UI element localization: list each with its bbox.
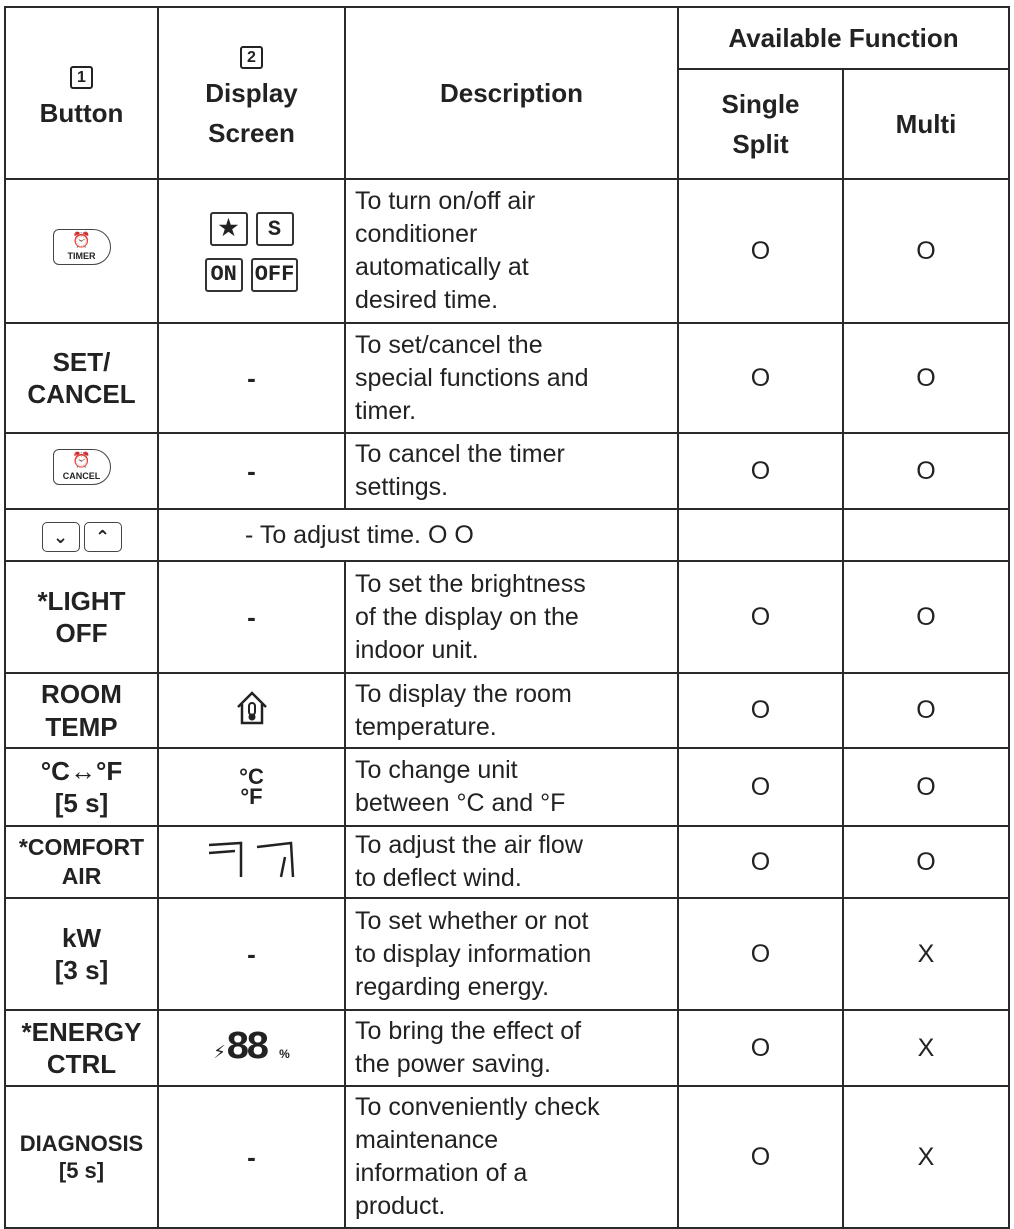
- button-line: °C↔°F: [40, 755, 123, 786]
- description-cell: [345, 561, 678, 673]
- desc-line: indoor unit.: [355, 635, 479, 664]
- alarm-clock-icon: ⏰: [72, 232, 91, 250]
- display-header: [158, 7, 345, 179]
- button-cell: [5, 1086, 158, 1228]
- multi-cell: X: [843, 898, 1009, 1010]
- button-line: CANCEL: [27, 379, 136, 409]
- chevron-up-icon: ⌃: [84, 522, 122, 552]
- button-cell: [5, 826, 158, 898]
- display-cell: [158, 826, 345, 898]
- table-row: [5, 673, 1009, 748]
- desc-line: To turn on/off air: [355, 187, 536, 215]
- button-line: *ENERGY: [21, 1016, 142, 1047]
- display-header-line1: Display: [205, 77, 298, 108]
- button-line: *LIGHT: [37, 585, 126, 616]
- table-row: [5, 323, 1009, 433]
- timer-button-icon: [53, 229, 111, 265]
- button-cell: [5, 673, 158, 748]
- percent-sign: %: [279, 1046, 290, 1061]
- desc-line: desired time.: [355, 286, 499, 314]
- desc-line: To adjust the air flow: [355, 831, 583, 859]
- table-row: [5, 826, 1009, 898]
- sleep-s-icon: S: [256, 212, 294, 246]
- header-number-badge: 1: [70, 66, 93, 89]
- description-cell: [345, 826, 678, 898]
- description-cell: [345, 323, 678, 433]
- table-row: [5, 561, 1009, 673]
- button-line: OFF: [55, 618, 108, 648]
- desc-line: to display information: [355, 939, 592, 968]
- desc-line: To set whether or not: [355, 906, 589, 935]
- button-cell: [5, 323, 158, 433]
- single-split-cell: [678, 509, 843, 561]
- desc-line: special functions and: [355, 363, 589, 392]
- button-header-label: Button: [39, 98, 124, 128]
- button-cell: [5, 561, 158, 673]
- available-function-header: [678, 7, 1009, 69]
- desc-line: To cancel the timer: [355, 440, 565, 468]
- button-line: kW: [62, 922, 101, 953]
- cancel-button-label: CANCEL: [62, 471, 101, 481]
- desc-line: conditioner: [355, 220, 478, 248]
- function-table-wrapper: [4, 6, 1010, 1229]
- desc-line: settings.: [355, 473, 449, 501]
- display-cell: -: [158, 561, 345, 673]
- button-line: CTRL: [46, 1049, 117, 1079]
- desc-line: To set/cancel the: [355, 330, 543, 359]
- desc-line: temperature.: [355, 712, 497, 741]
- star-timer-icon: ★: [210, 212, 248, 246]
- single-split-cell: O: [678, 898, 843, 1010]
- display-cell: [158, 1010, 345, 1086]
- single-split-cell: O: [678, 1086, 843, 1228]
- table-row: [5, 748, 1009, 826]
- display-cell: [158, 748, 345, 826]
- fahrenheit-indicator: °F: [240, 784, 263, 809]
- single-split-cell: O: [678, 433, 843, 509]
- button-cell: [5, 509, 158, 561]
- button-cell: [5, 748, 158, 826]
- display-cell: -: [158, 898, 345, 1010]
- energy-digits: 88: [225, 1025, 266, 1071]
- desc-line: To change unit: [355, 756, 518, 784]
- display-cell: [158, 673, 345, 748]
- available-function-label: Available Function: [728, 22, 959, 53]
- desc-line: To conveniently check: [355, 1093, 600, 1121]
- lightning-icon: ⚡: [213, 1041, 226, 1062]
- multi-cell: O: [843, 323, 1009, 433]
- house-thermometer-icon: [232, 687, 272, 727]
- single-split-header: [678, 69, 843, 179]
- display-cell: -: [158, 1086, 345, 1228]
- description-cell: [345, 898, 678, 1010]
- desc-line: of the display on the: [355, 602, 579, 631]
- desc-line: regarding energy.: [355, 972, 550, 1001]
- display-cell: [158, 179, 345, 323]
- button-line: ROOM: [41, 679, 122, 709]
- cancel-button-icon: [53, 449, 111, 485]
- table-row: [5, 898, 1009, 1010]
- single-split-cell: O: [678, 748, 843, 826]
- multi-cell: O: [843, 179, 1009, 323]
- desc-line: between °C and °F: [355, 789, 566, 817]
- multi-header: [843, 69, 1009, 179]
- single-split-cell: O: [678, 323, 843, 433]
- table-row: [5, 433, 1009, 509]
- description-cell: [345, 1010, 678, 1086]
- single-split-cell: O: [678, 1010, 843, 1086]
- button-header: [5, 7, 158, 179]
- single-split-line1: Single: [721, 88, 800, 119]
- description-cell: [345, 179, 678, 323]
- table-row: [5, 1010, 1009, 1086]
- function-table: [4, 6, 1010, 1229]
- header-row-1: [5, 7, 1009, 69]
- desc-line: maintenance: [355, 1126, 499, 1154]
- multi-cell: O: [843, 561, 1009, 673]
- timer-button-label: TIMER: [67, 251, 96, 261]
- button-cell: [5, 1010, 158, 1086]
- multi-cell: [843, 509, 1009, 561]
- multi-cell: O: [843, 748, 1009, 826]
- adjust-time-cell: - To adjust time. O O: [158, 509, 678, 561]
- single-split-line2: Split: [732, 129, 789, 159]
- description-cell: [345, 1086, 678, 1228]
- desc-line: to deflect wind.: [355, 864, 522, 892]
- chevron-down-icon: ⌄: [42, 522, 80, 552]
- display-cell: -: [158, 323, 345, 433]
- desc-line: timer.: [355, 396, 417, 425]
- table-row: [5, 1086, 1009, 1228]
- multi-cell: O: [843, 826, 1009, 898]
- description-cell: [345, 748, 678, 826]
- single-split-cell: O: [678, 673, 843, 748]
- button-line: [5 s]: [58, 1158, 105, 1183]
- header-number-badge: 2: [240, 46, 263, 69]
- on-indicator: ON: [205, 258, 243, 292]
- button-cell: [5, 433, 158, 509]
- alarm-clock-icon: ⏰: [72, 452, 91, 470]
- button-cell: [5, 179, 158, 323]
- multi-cell: X: [843, 1010, 1009, 1086]
- multi-cell: X: [843, 1086, 1009, 1228]
- single-split-cell: O: [678, 179, 843, 323]
- desc-line: information of a: [355, 1159, 528, 1187]
- button-line: AIR: [61, 863, 102, 889]
- description-header: [345, 7, 678, 179]
- button-line: [3 s]: [54, 955, 109, 985]
- desc-line: To display the room: [355, 679, 572, 708]
- description-cell: [345, 433, 678, 509]
- button-line: DIAGNOSIS: [19, 1130, 144, 1156]
- desc-line: product.: [355, 1192, 446, 1220]
- multi-cell: O: [843, 433, 1009, 509]
- single-split-cell: O: [678, 826, 843, 898]
- button-line: TEMP: [45, 711, 118, 742]
- button-line: *COMFORT: [18, 834, 145, 861]
- table-row: [5, 509, 1009, 561]
- description-cell: [345, 673, 678, 748]
- multi-cell: O: [843, 673, 1009, 748]
- air-flow-icon: [197, 837, 307, 881]
- button-line: [5 s]: [54, 788, 109, 818]
- table-row: [5, 179, 1009, 323]
- multi-header-label: Multi: [895, 108, 957, 139]
- off-indicator: OFF: [251, 258, 299, 292]
- single-split-cell: O: [678, 561, 843, 673]
- display-cell: -: [158, 433, 345, 509]
- display-header-line2: Screen: [208, 118, 295, 149]
- desc-line: To set the brightness: [355, 569, 586, 598]
- button-line: SET/: [52, 346, 111, 377]
- button-cell: [5, 898, 158, 1010]
- desc-line: To bring the effect of: [355, 1017, 582, 1045]
- energy-display-icon: [213, 1025, 290, 1071]
- desc-line: automatically at: [355, 253, 529, 281]
- celsius-indicator: °C: [239, 764, 264, 790]
- description-header-label: Description: [439, 77, 584, 108]
- desc-line: the power saving.: [355, 1050, 551, 1078]
